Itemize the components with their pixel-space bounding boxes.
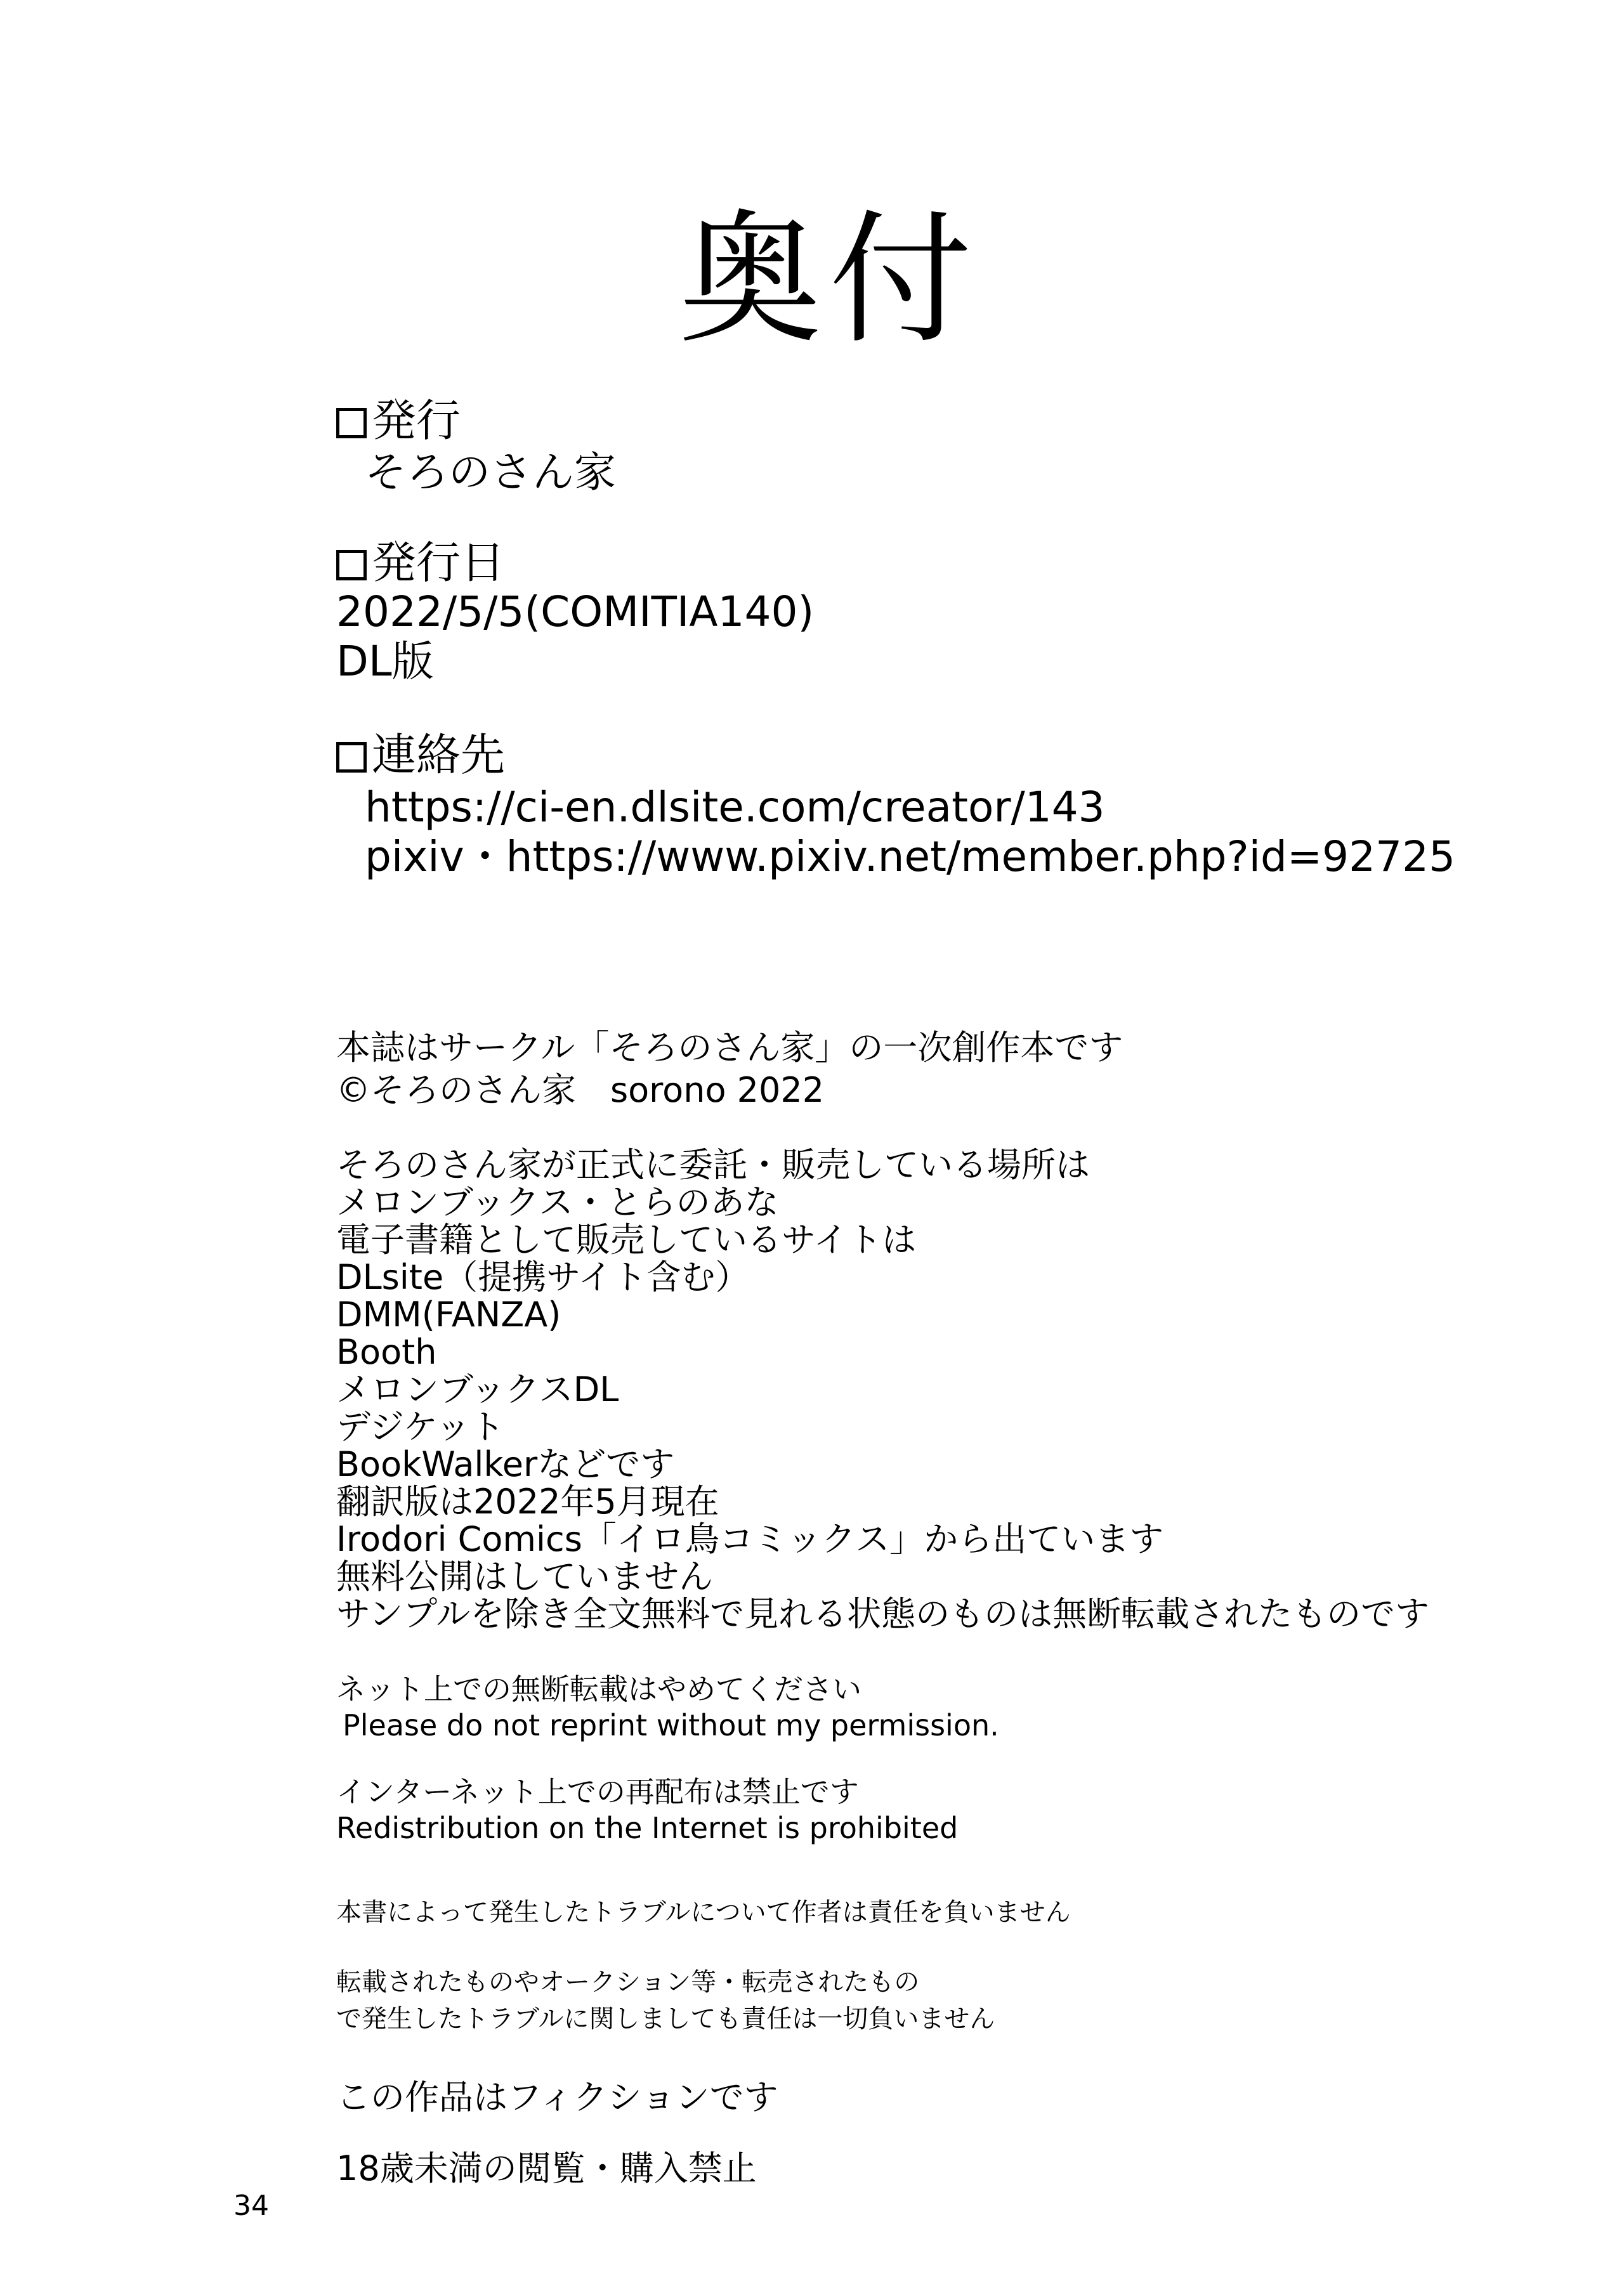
sales-line: そろのさん家が正式に委託・販売している場所は (336, 1145, 1090, 1185)
sales-line: 無料公開はしていません (336, 1557, 713, 1597)
sales-line: DMM(FANZA) (336, 1295, 561, 1335)
sales-line: 電子書籍として販売しているサイトは (336, 1220, 917, 1260)
no-reprint-en: Please do not reprint without my permission. (343, 1708, 999, 1742)
issue-date: 2022/5/5(COMITIA140) (336, 587, 815, 636)
contact-url-pixiv: pixiv・https://www.pixiv.net/member.php?id=92725 (365, 832, 1456, 881)
checkbox-icon (336, 550, 367, 580)
page-number: 34 (233, 2190, 269, 2222)
sales-line: 翻訳版は2022年5月現在 (336, 1482, 719, 1522)
publisher-name: そろのさん家 (365, 448, 616, 497)
sales-line: メロンブックス・とらのあな (336, 1182, 779, 1222)
contact-heading: 連絡先 (336, 733, 505, 777)
sales-line: Irodori Comics「イロ鳥コミックス」から出ています (336, 1519, 1164, 1559)
page-title: 奥付 (679, 197, 979, 363)
sales-line: DLsite（提携サイト含む） (336, 1257, 750, 1297)
checkbox-icon (336, 408, 367, 438)
contact-url-cien: https://ci-en.dlsite.com/creator/143 (365, 783, 1105, 832)
original-work-note: 本誌はサークル「そろのさん家」の一次創作本です (336, 1028, 1123, 1068)
no-redistribution-jp: インターネット上での再配布は禁止です (336, 1775, 859, 1809)
age-restriction-note: 18歳未満の閲覧・購入禁止 (336, 2148, 757, 2188)
sales-line: デジケット (336, 1407, 505, 1447)
resale-note-line2: で発生したトラブルに関しましても責任は一切負いません (336, 2004, 995, 2034)
issue-edition: DL版 (336, 637, 434, 686)
sales-line: メロンブックスDL (336, 1369, 619, 1409)
fiction-note: この作品はフィクションです (336, 2077, 778, 2117)
checkbox-icon (336, 742, 367, 773)
issue-heading: 発行日 (336, 540, 505, 585)
publisher-heading: 発行 (336, 398, 461, 443)
no-redistribution-en: Redistribution on the Internet is prohibited (336, 1811, 959, 1845)
disclaimer-note: 本書によって発生したトラブルについて作者は責任を負いません (336, 1898, 1071, 1927)
copyright-line: ©そろのさん家 sorono 2022 (336, 1070, 825, 1110)
sales-line: Booth (336, 1332, 437, 1372)
resale-note-line1: 転載されたものやオークション等・転売されたもの (336, 1968, 920, 1997)
no-reprint-jp: ネット上での無断転載はやめてください (336, 1672, 861, 1706)
sales-line: サンプルを除き全文無料で見れる状態のものは無断転載されたものです (336, 1594, 1430, 1634)
sales-line: BookWalkerなどです (336, 1444, 675, 1484)
